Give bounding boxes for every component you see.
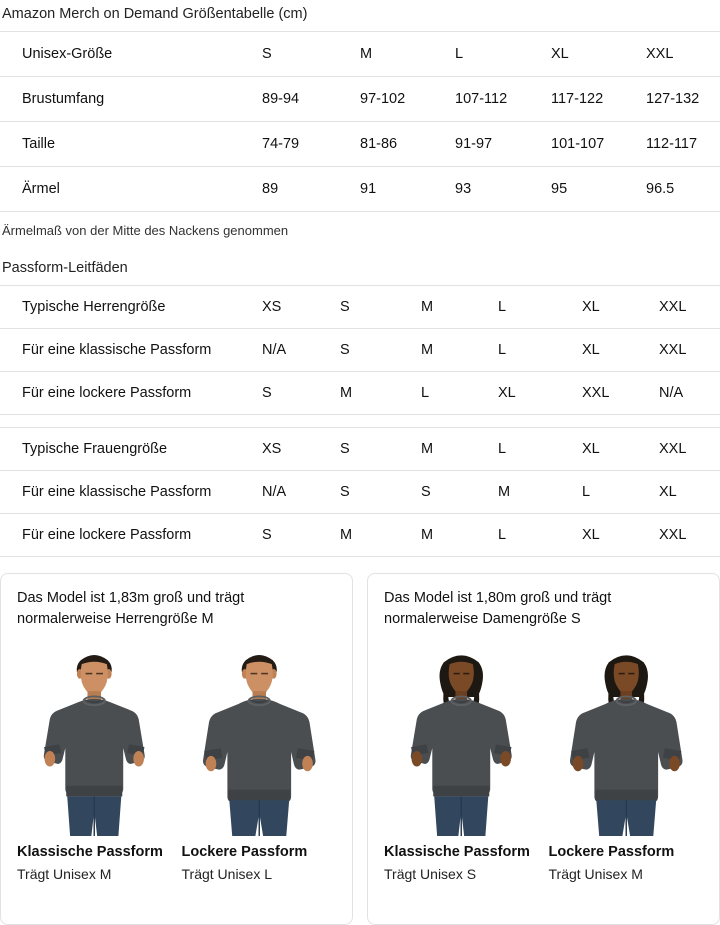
fit-guides-heading: Passform-Leitfäden <box>2 260 128 277</box>
model-images <box>17 636 336 836</box>
cell: 91-97 <box>455 122 551 167</box>
woman-relaxed-fit-figure <box>549 636 704 836</box>
cell: S <box>340 471 421 514</box>
model-card-men <box>0 573 353 925</box>
cell: XL <box>582 428 659 471</box>
table-row <box>0 428 720 471</box>
model-photo-relaxed-women <box>549 636 704 836</box>
caption-relaxed-men <box>182 844 337 882</box>
cell: S <box>262 514 340 557</box>
caption-classic-men <box>17 844 172 882</box>
model-card-heading: Das Model ist 1,80m groß und trägt normalerweise Damengröße S <box>384 590 612 628</box>
cell: 117-122 <box>551 77 646 122</box>
model-card-women <box>367 573 720 925</box>
cell: S <box>421 471 498 514</box>
cell: XXL <box>646 32 720 77</box>
wears-label: Trägt Unisex L <box>181 866 273 883</box>
cell: XL <box>582 329 659 372</box>
cell: L <box>455 32 551 77</box>
cell: S <box>262 372 340 415</box>
cell: XXL <box>659 514 720 557</box>
fit-label: Lockere Passform <box>181 844 308 861</box>
cell: 101-107 <box>551 122 646 167</box>
table-row <box>0 329 720 372</box>
cell: 81-86 <box>360 122 455 167</box>
cell: N/A <box>262 329 340 372</box>
cell: L <box>582 471 659 514</box>
cell: 97-102 <box>360 77 455 122</box>
fit-label: Lockere Passform <box>548 844 675 861</box>
cell: 127-132 <box>646 77 720 122</box>
cell: XXL <box>659 329 720 372</box>
cell: XS <box>262 428 340 471</box>
caption-classic-women <box>384 844 539 882</box>
cell: L <box>498 514 582 557</box>
cell: L <box>498 428 582 471</box>
cell: S <box>340 428 421 471</box>
table-row <box>0 32 720 77</box>
model-photo-classic-men <box>17 636 172 836</box>
cell: 93 <box>455 167 551 212</box>
row-label: Für eine klassische Passform <box>0 329 262 372</box>
model-photo-relaxed-men <box>182 636 337 836</box>
unisex-size-table <box>0 31 720 212</box>
cell: 91 <box>360 167 455 212</box>
fit-label: Klassische Passform <box>384 844 530 861</box>
cell: XXL <box>659 286 720 329</box>
cell: M <box>421 329 498 372</box>
cell: XL <box>659 471 720 514</box>
cell: 96.5 <box>646 167 720 212</box>
model-captions <box>17 844 336 882</box>
cell: XS <box>262 286 340 329</box>
row-label: Unisex-Größe <box>0 32 262 77</box>
cell: M <box>340 372 421 415</box>
mens-fit-table <box>0 285 720 415</box>
cell: XXL <box>582 372 659 415</box>
row-label: Für eine lockere Passform <box>0 372 262 415</box>
cell: L <box>498 329 582 372</box>
cell: 89-94 <box>262 77 360 122</box>
cell: 112-117 <box>646 122 720 167</box>
cell: XL <box>582 514 659 557</box>
cell: M <box>360 32 455 77</box>
cell: M <box>498 471 582 514</box>
cell: N/A <box>262 471 340 514</box>
table-row <box>0 514 720 557</box>
cell: XL <box>498 372 582 415</box>
cell: M <box>421 428 498 471</box>
man-classic-fit-figure <box>17 636 172 836</box>
table-row <box>0 122 720 167</box>
table-gap <box>0 415 720 427</box>
page-title: Amazon Merch on Demand Größentabelle (cm) <box>2 6 308 22</box>
cell: XL <box>582 286 659 329</box>
wears-label: Trägt Unisex M <box>17 866 112 883</box>
row-label: Typische Frauengröße <box>0 428 262 471</box>
sleeve-measure-note: Ärmelmaß von der Mitte des Nackens genommen <box>2 223 289 239</box>
row-label: Für eine lockere Passform <box>0 514 262 557</box>
cell: N/A <box>659 372 720 415</box>
caption-relaxed-women <box>549 844 704 882</box>
cell: XXL <box>659 428 720 471</box>
cell: M <box>421 514 498 557</box>
cell: L <box>498 286 582 329</box>
model-card-heading: Das Model ist 1,83m groß und trägt normalerweise Herrengröße M <box>17 590 245 628</box>
table-row <box>0 286 720 329</box>
cell: S <box>340 329 421 372</box>
row-label: Typische Herrengröße <box>0 286 262 329</box>
table-row <box>0 167 720 212</box>
model-captions <box>384 844 703 882</box>
row-label: Taille <box>0 122 262 167</box>
cell: 107-112 <box>455 77 551 122</box>
cell: L <box>421 372 498 415</box>
man-relaxed-fit-figure <box>182 636 337 836</box>
woman-classic-fit-figure <box>384 636 539 836</box>
table-row <box>0 471 720 514</box>
row-label: Für eine klassische Passform <box>0 471 262 514</box>
wears-label: Trägt Unisex M <box>548 866 643 883</box>
cell: 74-79 <box>262 122 360 167</box>
wears-label: Trägt Unisex S <box>384 866 477 883</box>
cell: XL <box>551 32 646 77</box>
cell: S <box>262 32 360 77</box>
cell: M <box>340 514 421 557</box>
cell: M <box>421 286 498 329</box>
cell: S <box>340 286 421 329</box>
model-photo-classic-women <box>384 636 539 836</box>
table-row <box>0 77 720 122</box>
row-label: Brustumfang <box>0 77 262 122</box>
cell: 95 <box>551 167 646 212</box>
row-label: Ärmel <box>0 167 262 212</box>
fit-label: Klassische Passform <box>17 844 163 861</box>
cell: 89 <box>262 167 360 212</box>
model-images <box>384 636 703 836</box>
womens-fit-table <box>0 427 720 557</box>
model-cards <box>0 573 720 925</box>
table-row <box>0 372 720 415</box>
